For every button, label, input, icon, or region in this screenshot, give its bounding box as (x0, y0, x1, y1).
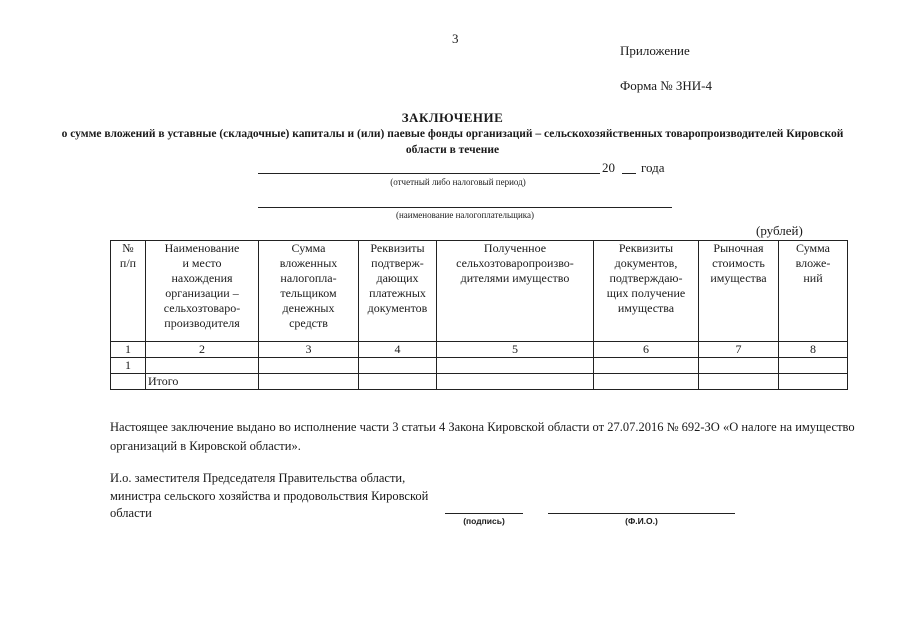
column-number: 8 (779, 342, 848, 358)
column-numbers-row (111, 342, 848, 358)
investments-table (110, 240, 848, 390)
header-cell: Полученное сельхозтоваропроизво- дителями имущество (437, 241, 594, 342)
period-year-blank (622, 173, 636, 174)
table-row (111, 358, 848, 374)
signature-hint: (подпись) (463, 516, 505, 526)
form-number: Форма № ЗНИ-4 (620, 78, 713, 93)
header-cell: Рыночная стоимость имущества (699, 241, 779, 342)
column-number: 3 (259, 342, 359, 358)
period-year-prefix: 20 (602, 160, 615, 175)
column-number: 2 (146, 342, 259, 358)
total-label: Итого (146, 374, 259, 390)
table-cell (779, 358, 848, 374)
table-cell (699, 358, 779, 374)
taxpayer-hint: (наименование налогоплательщика) (395, 210, 535, 220)
header-cell: Реквизиты документов, подтверждаю- щих получение имущества (594, 241, 699, 342)
header-cell: Реквизиты подтверж- дающих платежных документов (359, 241, 437, 342)
period-year-word: года (641, 160, 665, 175)
total-row (111, 374, 848, 390)
table-cell (437, 374, 594, 390)
period-blank-line (258, 173, 600, 174)
page-number: 3 (452, 31, 459, 46)
table-cell (359, 374, 437, 390)
signature-blank-line (445, 513, 523, 514)
table-cell (594, 374, 699, 390)
table-cell (259, 374, 359, 390)
period-hint: (отчетный либо налоговый период) (390, 177, 526, 187)
table-cell (259, 358, 359, 374)
conclusion-paragraph: Настоящее заключение выдано во исполнение части 3 статьи 4 Закона Кировской области от 27.07.2016 № 692-ЗО «О налоге на имущество организаций в Кировской области». (110, 420, 855, 453)
signatory-title: И.о. заместителя Председателя Правительства области, министра сельского хозяйства и продовольствия Кировской области (110, 471, 429, 520)
appendix-label: Приложение (620, 43, 690, 58)
row-number: 1 (111, 358, 146, 374)
column-number: 7 (699, 342, 779, 358)
header-cell: Наименование и место нахождения организации – сельхозтоваро- производителя (146, 241, 259, 342)
column-number: 4 (359, 342, 437, 358)
taxpayer-blank-line (258, 207, 672, 208)
document-subtitle: о сумме вложений в уставные (складочные) капиталы и (или) паевые фонды организаций – сельскохозяйственных товаропроизводителей Кировской области в течение (61, 128, 844, 156)
column-number: 1 (111, 342, 146, 358)
document-title: ЗАКЛЮЧЕНИЕ (401, 110, 504, 125)
name-hint: (Ф.И.О.) (625, 516, 658, 526)
currency-unit: (рублей) (756, 223, 803, 238)
header-cell: № п/п (111, 241, 146, 342)
table-cell (146, 358, 259, 374)
table-cell (699, 374, 779, 390)
table-header-row (111, 241, 848, 342)
header-cell: Сумма вложе- ний (779, 241, 848, 342)
table-cell (779, 374, 848, 390)
name-blank-line (548, 513, 735, 514)
header-cell: Сумма вложенных налогопла- тельщиком денежных средств (259, 241, 359, 342)
column-number: 5 (437, 342, 594, 358)
table-cell (359, 358, 437, 374)
table-cell (111, 374, 146, 390)
column-number: 6 (594, 342, 699, 358)
table-cell (594, 358, 699, 374)
table-cell (437, 358, 594, 374)
